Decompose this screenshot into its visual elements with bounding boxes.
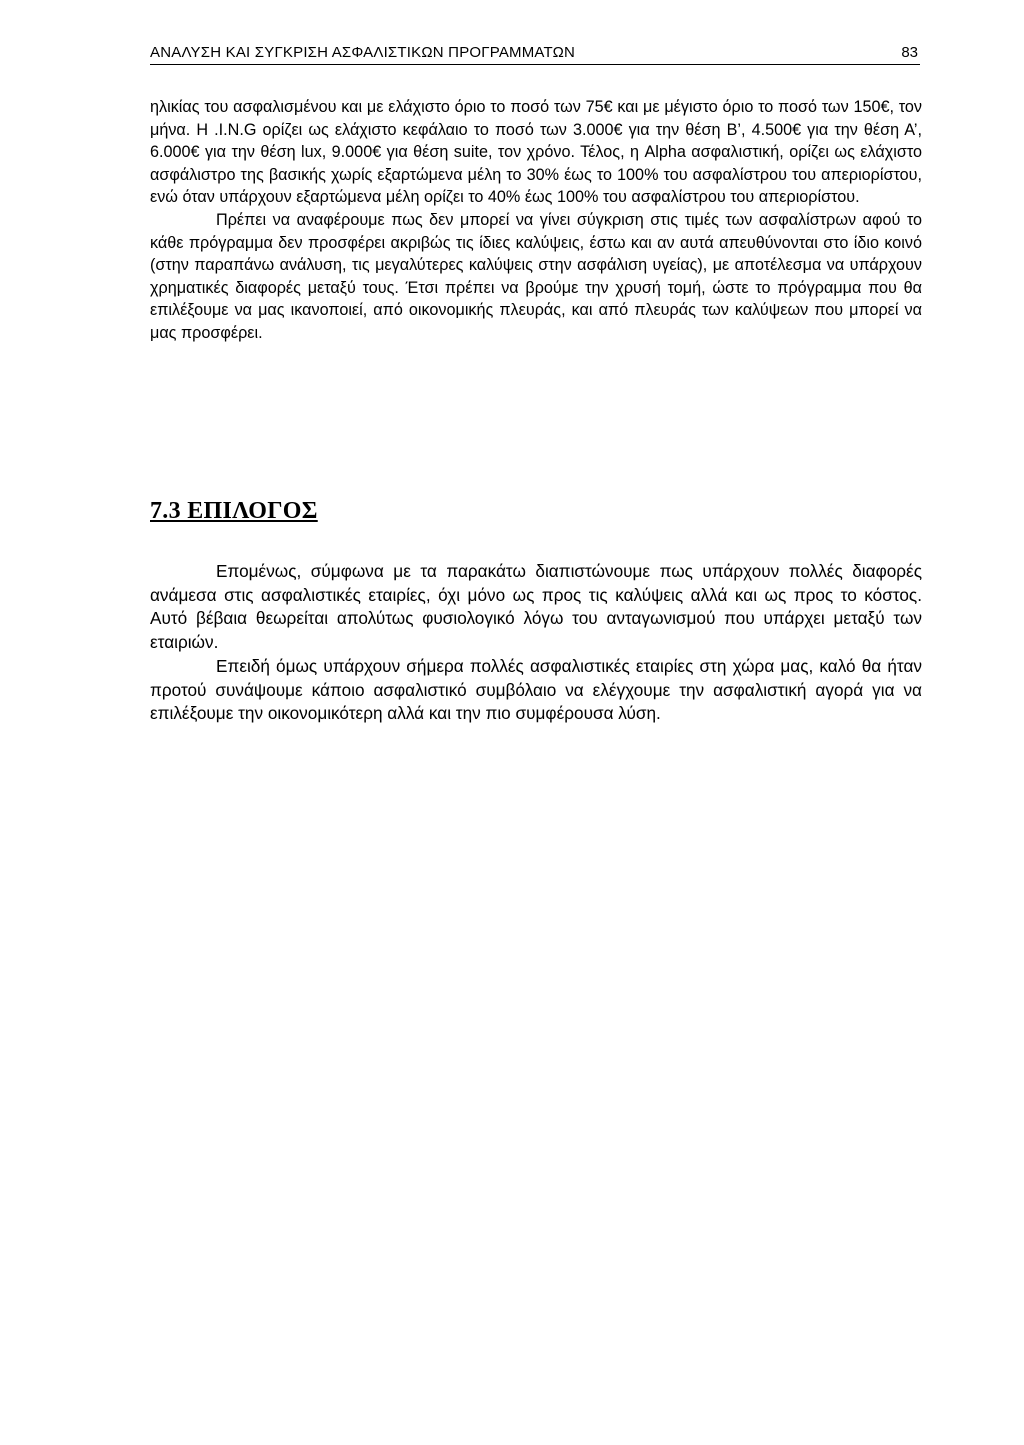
paragraph: Πρέπει να αναφέρουμε πως δεν μπορεί να γίνει σύγκριση στις τιμές των ασφαλίστρων αφού το κάθε πρόγραμμα δεν προσφέρει ακριβώς τις ίδιες καλύψεις, έστω και αν αυτά απευθύνονται στο ίδιο κοινό (στην παραπάνω ανάλυση, τις μεγαλύτερες καλύψεις στην ασφάλιση υγείας), με αποτέλεσμα να υπάρχουν χρηματικές διαφορές μεταξύ τους. Έτσι πρέπει να βρούμε την χρυσή τομή, ώστε το πρόγραμμα που θα επιλέξουμε να μας ικανοποιεί, από οικονομικής πλευράς, και από πλευράς των καλύψεων που μπορεί να μας προσφέρει. (150, 210, 922, 342)
body-text-section (150, 560, 922, 726)
section-heading: 7.3 ΕΠΙΛΟΓΟΣ (150, 498, 318, 524)
paragraph: Επειδή όμως υπάρχουν σήμερα πολλές ασφαλιστικές εταιρίες στη χώρα μας, καλό θα ήταν προτού συνάψουμε κάποιο ασφαλιστικό συμβόλαιο να ελέγχουμε την ασφαλιστική αγορά για να επιλέξουμε την οικονομικότερη αλλά και την πιο συμφέρουσα λύση. (150, 655, 922, 724)
running-header (150, 44, 920, 65)
header-title: ΑΝΑΛΥΣΗ ΚΑΙ ΣΥΓΚΡΙΣΗ ΑΣΦΑΛΙΣΤΙΚΩΝ ΠΡΟΓΡΑΜΜΑΤΩΝ (150, 44, 576, 61)
paragraph: Επομένως, σύμφωνα με τα παρακάτω διαπιστώνουμε πως υπάρχουν πολλές διαφορές ανάμεσα στις ασφαλιστικές εταιρίες, όχι μόνο ως προς τις καλύψεις αλλά και ως προς το κόστος. Αυτό βέβαια θεωρείται απολύτως φυσιολογικό λόγω του ανταγωνισμού που υπάρχει μεταξύ των εταιριών. (150, 561, 922, 653)
page-number: 83 (901, 44, 918, 61)
paragraph: ηλικίας του ασφαλισμένου και με ελάχιστο όριο το ποσό των 75€ και με μέγιστο όριο το ποσό των 150€, τον μήνα. Η .I.N.G ορίζει ως ελάχιστο κεφάλαιο το ποσό των 3.000€ για την θέση Β’, 4.500€ για την θέση Α’, 6.000€ για την θέση lux, 9.000€ για θέση suite, τον χρόνο. Τέλος, η Alpha ασφαλιστική, ορίζει ως ελάχιστο ασφάλιστρο της βασικής χωρίς εξαρτώμενα μέλη το 30% έως το 100% του ασφαλίστρου του απεριορίστου, ενώ όταν υπάρχουν εξαρτώμενα μέλη ορίζει το 40% έως 100% του ασφαλίστρου του απεριορίστου. (150, 98, 922, 207)
body-text-top (150, 96, 922, 345)
